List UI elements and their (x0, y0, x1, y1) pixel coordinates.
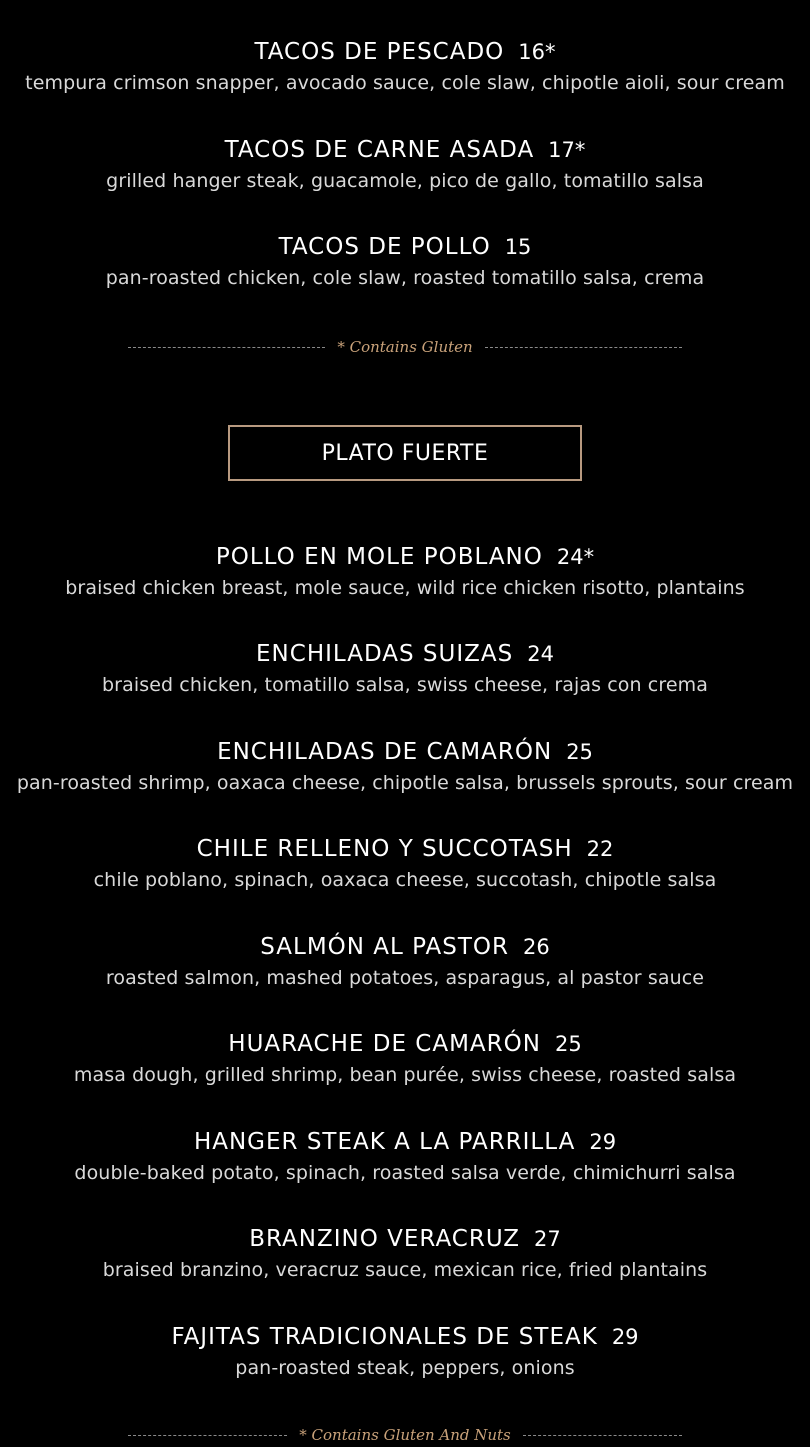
menu-item-price: 29 (611, 1325, 639, 1349)
menu-item-pollo-en-mole-poblano (0, 543, 810, 600)
menu-item-name: ENCHILADAS DE CAMARÓN (217, 739, 553, 765)
menu-item-enchiladas-de-camaron (0, 738, 810, 795)
menu-item-tacos-de-pollo (0, 233, 810, 290)
menu-item-description: braised chicken, tomatillo salsa, swiss cheese, rajas con crema (102, 674, 708, 696)
menu-item-title (0, 1030, 810, 1058)
menu-item-description: chile poblano, spinach, oaxaca cheese, succotash, chipotle salsa (93, 869, 717, 891)
menu-item-enchiladas-suizas (0, 640, 810, 697)
gluten-note-divider (128, 335, 682, 359)
menu-item-description: tempura crimson snapper, avocado sauce, cole slaw, chipotle aioli, sour cream (25, 72, 785, 94)
menu-item-title (0, 640, 810, 668)
menu-item-price: 24* (556, 545, 595, 569)
menu-item-price: 29 (589, 1130, 617, 1154)
menu-item-huarache-de-camaron (0, 1030, 810, 1087)
menu-item-fajitas-tradicionales-de-steak (0, 1323, 810, 1380)
menu-item-name: HUARACHE DE CAMARÓN (228, 1031, 541, 1057)
menu-item-name: HANGER STEAK A LA PARRILLA (193, 1129, 576, 1155)
menu-item-title (0, 136, 810, 164)
menu-item-tacos-de-carne-asada (0, 136, 810, 193)
dashed-rule-left (128, 347, 325, 348)
menu-item-title (0, 233, 810, 261)
menu-item-title (0, 543, 810, 571)
gluten-nuts-note: * Contains Gluten And Nuts (299, 1426, 511, 1444)
menu-item-price: 27 (534, 1227, 561, 1251)
menu-item-description: roasted salmon, mashed potatoes, asparagus, al pastor sauce (105, 967, 705, 989)
menu-item-name: TACOS DE PESCADO (254, 39, 505, 65)
menu-item-price: 25 (566, 740, 593, 764)
menu-item-title (0, 933, 810, 961)
menu-item-name: POLLO EN MOLE POBLANO (215, 544, 543, 570)
menu-item-title (0, 1225, 810, 1253)
menu-item-price: 17* (548, 138, 586, 162)
dashed-rule-right (523, 1435, 682, 1436)
gluten-note: * Contains Gluten (337, 338, 473, 356)
menu-item-title (0, 1323, 810, 1351)
menu-item-title (0, 38, 810, 66)
menu-item-description: pan-roasted chicken, cole slaw, roasted tomatillo salsa, crema (105, 267, 705, 289)
menu-item-name: TACOS DE POLLO (278, 234, 491, 260)
menu-item-price: 22 (586, 837, 614, 861)
section-header-plato-fuerte: PLATO FUERTE (228, 425, 582, 481)
menu-item-tacos-de-pescado (0, 38, 810, 95)
menu-item-description: braised chicken breast, mole sauce, wild rice chicken risotto, plantains (65, 577, 745, 599)
dashed-rule-right (485, 347, 682, 348)
menu-item-description: masa dough, grilled shrimp, bean purée, swiss cheese, roasted salsa (73, 1064, 737, 1086)
menu-item-name: ENCHILADAS SUIZAS (256, 641, 514, 667)
menu-item-hanger-steak-a-la-parrilla (0, 1128, 810, 1185)
menu-item-title (0, 738, 810, 766)
menu-item-description: pan-roasted shrimp, oaxaca cheese, chipotle salsa, brussels sprouts, sour cream (16, 772, 794, 794)
gluten-nuts-note-divider (128, 1423, 682, 1447)
menu-item-title (0, 835, 810, 863)
menu-item-description: pan-roasted steak, peppers, onions (235, 1357, 575, 1379)
menu-item-name: FAJITAS TRADICIONALES DE STEAK (171, 1324, 598, 1350)
menu-item-price: 26 (523, 935, 550, 959)
menu-item-name: SALMÓN AL PASTOR (260, 934, 510, 960)
menu-item-price: 15 (504, 235, 532, 259)
menu-item-price: 24 (527, 642, 554, 666)
menu-item-title (0, 1128, 810, 1156)
menu-item-name: CHILE RELLENO Y SUCCOTASH (196, 836, 573, 862)
cropped-text-line (0, 0, 810, 2)
menu-item-chile-relleno-y-succotash (0, 835, 810, 892)
menu-item-price: 25 (554, 1032, 582, 1056)
menu-item-name: BRANZINO VERACRUZ (249, 1226, 521, 1252)
dashed-rule-left (128, 1435, 287, 1436)
menu-item-name: TACOS DE CARNE ASADA (224, 137, 535, 163)
menu-item-salmon-al-pastor (0, 933, 810, 990)
menu-item-branzino-veracruz (0, 1225, 810, 1282)
menu-item-description: braised branzino, veracruz sauce, mexican rice, fried plantains (102, 1259, 708, 1281)
menu-item-price: 16* (518, 40, 556, 64)
menu-item-description: grilled hanger steak, guacamole, pico de gallo, tomatillo salsa (106, 170, 704, 192)
menu-item-description: double-baked potato, spinach, roasted salsa verde, chimichurri salsa (74, 1162, 736, 1184)
